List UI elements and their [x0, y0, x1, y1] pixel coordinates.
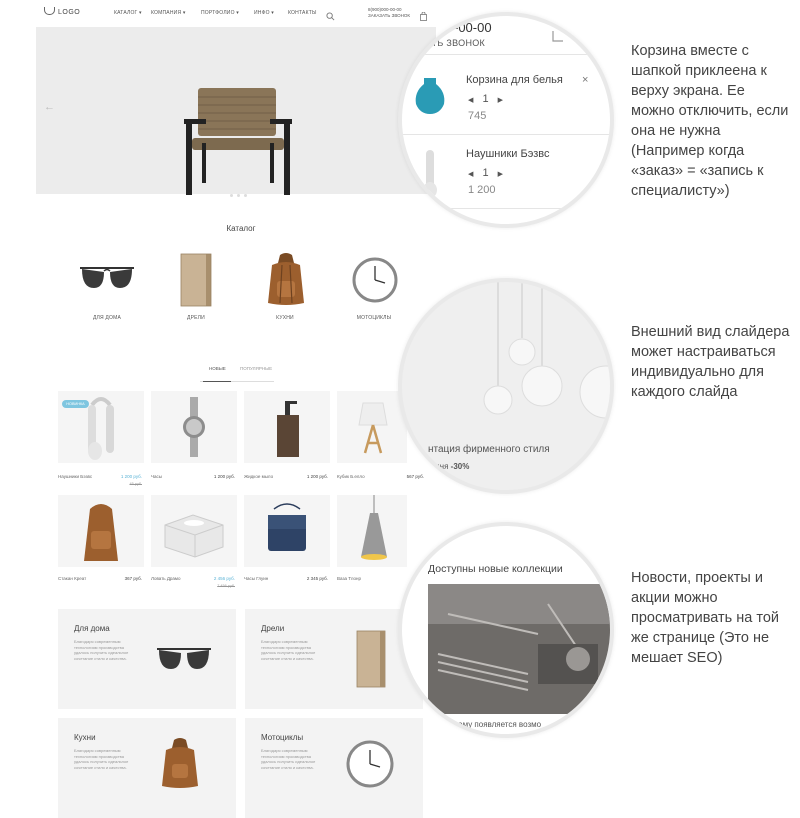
catalog-item-kitchens[interactable]: КУХНИ [276, 315, 294, 321]
cart-icon[interactable] [420, 8, 427, 26]
slider-zoom-circle [398, 278, 614, 494]
product-price: 2 345 руб. [306, 576, 328, 581]
cart-item-name[interactable]: Корзина для белья [466, 74, 563, 86]
chair-image [182, 83, 294, 195]
notebook-image [180, 253, 212, 307]
quantity-stepper[interactable] [468, 93, 503, 105]
logo-mark-icon [44, 7, 55, 15]
product-name[interactable]: Жидкое мыло [244, 474, 274, 479]
catalog-item-motorcycles[interactable]: МОТОЦИКЛЫ [356, 315, 392, 321]
product-image[interactable] [244, 495, 330, 567]
product-price: 567 руб. [406, 474, 424, 479]
note-news: Новости, проекты и акции можно просматривать на той же странице (Это не мешает SEO) [631, 570, 780, 666]
catalog-title: Каталог [226, 224, 256, 233]
slider-prev-icon[interactable]: ← [44, 101, 55, 113]
note-slider: Внешний вид слайдера может настраиваться индивидуально для каждого слайда [631, 324, 790, 400]
slide-caption: нтация фирменного стиля [428, 444, 550, 455]
remove-item-icon[interactable]: × [582, 74, 589, 86]
cart-icon[interactable] [552, 30, 564, 42]
cart-item-qty: 1 [482, 93, 489, 105]
tab-active-indicator [203, 381, 231, 382]
product-image[interactable] [337, 391, 407, 463]
product-price: 1 200 руб. [120, 474, 142, 479]
product-name[interactable]: Часы [151, 474, 162, 479]
zoom-phone-fragment: -00-00 [454, 20, 492, 35]
product-name[interactable]: Стакан Креат [58, 576, 87, 581]
vase-image [414, 78, 446, 114]
category-block-title: Мотоциклы [261, 733, 304, 742]
increase-qty-icon[interactable]: ▶ [497, 171, 504, 178]
catalog-item-home[interactable]: ДЛЯ ДОМА [92, 315, 122, 321]
search-icon[interactable] [326, 8, 335, 26]
product-image[interactable] [337, 495, 407, 567]
product-name[interactable]: Часы Глуин [244, 576, 269, 581]
slider-dots[interactable] [228, 184, 249, 202]
cart-zoom-circle [398, 12, 614, 228]
tab-popular[interactable]: ПОПУЛЯРНЫЕ [240, 366, 273, 371]
cart-item-price: 1 200 [468, 184, 496, 196]
category-block-title: Дрели [261, 624, 285, 633]
product-name[interactable]: Ловать Драмо [151, 576, 181, 581]
sunglasses-image [78, 264, 136, 294]
backpack-image [160, 736, 200, 790]
product-name[interactable]: Ваза Тлонр [337, 576, 361, 581]
category-block-desc: Благодаря современным технологиям производства удалось получить идеальное сочетание стиля и качества. [261, 639, 316, 661]
callback-link[interactable]: ЗАКАЗАТЬ ЗВОНОК [368, 13, 411, 18]
category-block-title: Кухни [74, 733, 96, 742]
nav-contacts[interactable]: КОНТАКТЫ [288, 10, 317, 16]
sunglasses-image [155, 645, 213, 675]
category-block-desc: Благодаря современным технологиям производства удалось получить идеальное сочетание стиля и качества. [74, 639, 129, 661]
product-price: 2 456 руб. [213, 576, 235, 581]
quantity-stepper[interactable] [468, 167, 503, 179]
product-price: 1 200 руб. [213, 474, 235, 479]
product-image[interactable] [244, 391, 330, 463]
product-name[interactable]: Кубик Б.елло [337, 474, 365, 479]
category-block-desc: Благодаря современным технологиям производства удалось получить идеальное сочетание стиля и качества. [261, 748, 316, 770]
nav-info[interactable]: ИНФО ▾ [254, 10, 274, 16]
product-name[interactable]: Наушники Бэзвс [58, 474, 93, 479]
header-phone[interactable] [368, 7, 410, 19]
notebook-image [356, 630, 386, 688]
catalog-item-drills[interactable]: ДРЕЛИ [187, 315, 205, 321]
news-zoom-circle [398, 522, 614, 738]
decrease-qty-icon[interactable]: ◀ [468, 171, 474, 178]
product-image[interactable] [58, 495, 144, 567]
product-price: 1 200 руб. [306, 474, 328, 479]
product-old-price: 45 руб. [129, 482, 142, 486]
logo[interactable]: LOGO [44, 7, 80, 16]
pendant-lamps-image [402, 282, 610, 490]
category-block-desc: Благодаря современным технологиям производства удалось получить идеальное сочетание стиля и качества. [74, 748, 129, 770]
zoom-callback-fragment: АТЬ ЗВОНОК [426, 38, 486, 48]
cart-item-qty: 1 [482, 167, 489, 179]
backpack-image [264, 251, 308, 307]
nav-company[interactable]: КОМПАНИЯ ▾ [151, 10, 186, 16]
slide-sale: годня -30% [428, 462, 470, 471]
tab-new[interactable]: НОВЫЕ [209, 366, 226, 371]
category-block-title: Для дома [74, 624, 110, 633]
phone-number: 8(900)000-00-00 [368, 7, 402, 12]
new-badge: НОВИНКА [62, 400, 89, 408]
product-image[interactable] [151, 495, 237, 567]
nav-catalog[interactable]: КАТАЛОГ ▾ [114, 10, 142, 16]
note-cart: Корзина вместе с шапкой приклеена к верху экрана. Ее можно отключить, если она не нужна (Например когда «заказ» = «запись к специалисту») [631, 43, 789, 199]
wall-clock-image [352, 257, 398, 303]
headphones-image [422, 150, 438, 198]
sale-value: -30% [450, 462, 470, 471]
nav-portfolio[interactable]: ПОРТФОЛИО ▾ [201, 10, 239, 16]
cart-item-name[interactable]: Наушники Бэзвс [466, 148, 550, 160]
news-image[interactable] [428, 584, 614, 714]
product-price: 367 руб. [124, 576, 142, 581]
cart-item-price: 745 [468, 110, 487, 122]
product-image[interactable] [151, 391, 237, 463]
news-footer-text: чему появляется возмо [454, 720, 542, 729]
wall-clock-image [346, 740, 394, 788]
decrease-qty-icon[interactable]: ◀ [468, 97, 474, 104]
news-title[interactable]: Доступны новые коллекции [428, 563, 563, 575]
increase-qty-icon[interactable]: ▶ [497, 97, 504, 104]
product-old-price: 7 456 руб. [217, 584, 235, 588]
